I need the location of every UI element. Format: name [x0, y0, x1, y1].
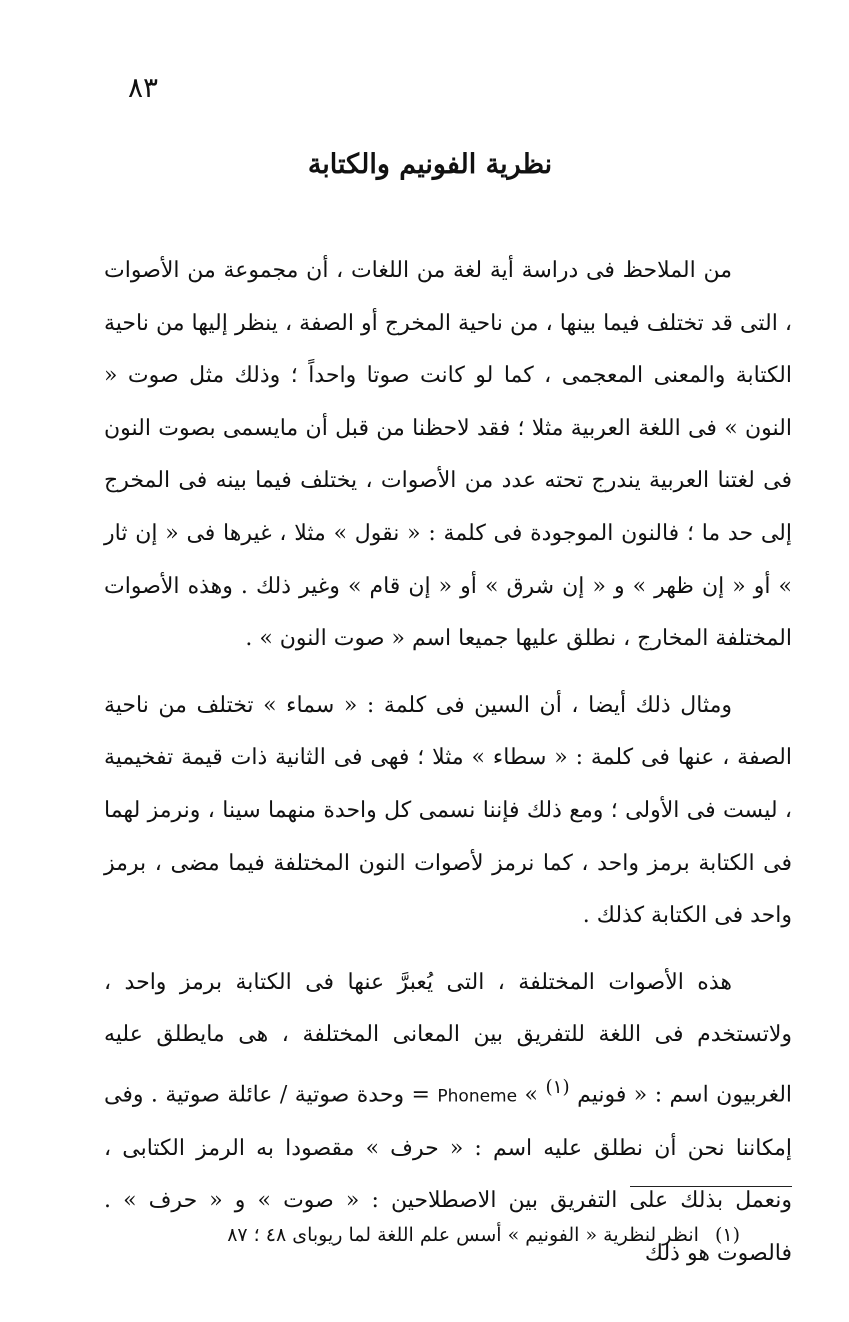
paragraph-3-text-start: هذه الأصوات المختلفة ، التى يُعبرَّ عنها فى الكتابة برمز واحد ، ولاتستخدم فى اللغة للتفريق بين المعانى المختلفة ، هى مايطلق عليه الغربيون اسم : « فونيم — [104, 969, 793, 1108]
footnote-text: انظر لنظرية « الفونيم » أسس علم اللغة لما ريوباى ٤٨ ؛ ٨٧ — [227, 1224, 699, 1246]
paragraph-3-text-end: = وحدة صوتية / عائلة صوتية . وفى إمكاننا نحن أن نطلق عليه اسم : « حرف » مقصودا به الرمز الكتابى ، ونعمل بذلك على التفريق بين الاصطلاحين : « صوت » و « حرف » . فالصوت هو ذلك — [104, 1082, 793, 1267]
page-number: ٨٣ — [128, 71, 159, 104]
footnote-reference: (١) — [545, 1076, 570, 1098]
footnote-marker: (١) — [714, 1224, 740, 1246]
footnote — [180, 1220, 740, 1250]
latin-term: Phoneme — [437, 1086, 518, 1107]
chapter-title: نظرية الفونيم والكتابة — [307, 149, 553, 180]
paragraph-2: ومثال ذلك أيضا ، أن السين فى كلمة : « سماء » تختلف من ناحية الصفة ، عنها فى كلمة : « سطاء » مثلا ؛ فهى فى الثانية ذات قيمة تفخيمية ، ليست فى الأولى ؛ ومع ذلك فإننا نسمى كل واحدة منهما سينا ، ونرمز لهما فى الكتابة برمز واحد ، كما نرمز لأصوات النون المختلفة فيما مضى ، برمز واحد فى الكتابة كذلك . — [104, 692, 792, 929]
paragraph-1: من الملاحظ فى دراسة أية لغة من اللغات ، أن مجموعة من الأصوات ، التى قد تختلف فيما بينها ، من ناحية المخرج أو الصفة ، ينظر إليها من ناحية الكتابة والمعنى المعجمى ، كما لو كانت صوتا واحداً ؛ وذلك مثل صوت « النون » فى اللغة العربية مثلا ؛ فقد لاحظنا من قبل أن مايسمى بصوت النون فى لغتنا العربية يندرج تحته عدد من الأصوات ، يختلف فيما بينه فى المخرج إلى حد ما ؛ فالنون الموجودة فى كلمة : « نقول » مثلا ، غيرها فى « إن ثار » أو « إن ظهر » و « إن شرق » أو « إن قام » وغير ذلك . وهذه الأصوات المختلفة المخارج ، نطلق عليها جميعا اسم « صوت النون » . — [104, 258, 792, 652]
footnote-divider — [630, 1186, 792, 1187]
body-text — [104, 245, 792, 1281]
paragraph-3-quote-close: » — [517, 1082, 538, 1108]
